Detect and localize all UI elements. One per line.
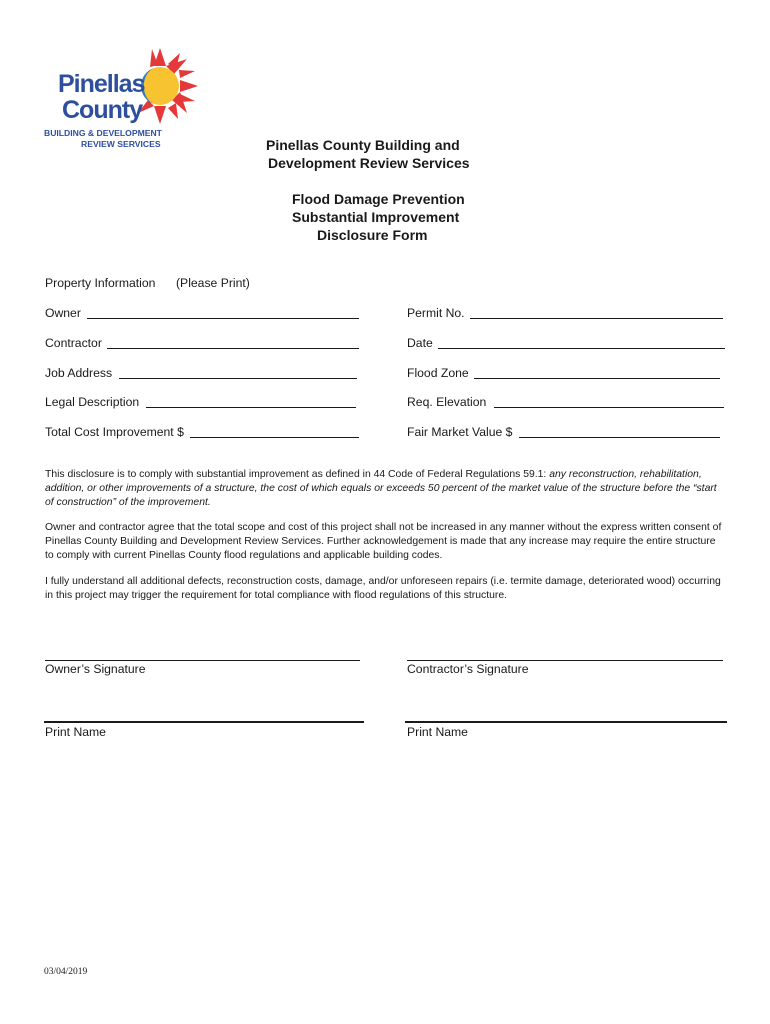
form-title-line2: Substantial Improvement — [292, 209, 460, 225]
property-info-heading: Property Information — [45, 276, 156, 290]
revision-date: 03/04/2019 — [44, 967, 88, 977]
job-address-field[interactable] — [119, 378, 357, 379]
owner-signature-line[interactable] — [45, 660, 360, 661]
contractor-field[interactable] — [107, 348, 359, 349]
date-label: Date — [407, 336, 433, 350]
date-field[interactable] — [438, 348, 725, 349]
owner-label: Owner — [45, 306, 81, 320]
contractor-label: Contractor — [45, 336, 102, 350]
owner-signature-label: Owner’s Signature — [45, 662, 146, 676]
permit-no-field[interactable] — [470, 318, 723, 319]
contractor-signature-label: Contractor’s Signature — [407, 662, 529, 676]
org-title-line2: Development Review Services — [268, 155, 470, 171]
owner-field[interactable] — [87, 318, 359, 319]
please-print-note: (Please Print) — [176, 276, 250, 290]
disclosure-paragraph — [45, 468, 725, 510]
agreement-paragraph: Owner and contractor agree that the total scope and cost of this project shall not be increased in any manner without the express written consent of Pinellas County Building and Development Review Services. Further acknowledgement is made that any increase may require the entire structure to comply with current Pinellas County flood regulations and applicable building codes. — [45, 522, 722, 561]
total-cost-field[interactable] — [190, 437, 359, 438]
job-address-label: Job Address — [45, 366, 113, 380]
owner-print-name-line[interactable] — [44, 721, 364, 723]
logo-subtitle-2: REVIEW SERVICES — [81, 139, 161, 149]
logo-word-pinellas: Pinellas — [58, 70, 145, 98]
fair-market-value-field[interactable] — [519, 437, 720, 438]
req-elevation-field[interactable] — [494, 407, 724, 408]
legal-description-field[interactable] — [146, 407, 356, 408]
flood-zone-label: Flood Zone — [407, 366, 469, 380]
legal-description-label: Legal Description — [45, 395, 140, 409]
logo-word-county: County — [62, 96, 143, 124]
disclosure-definition: any reconstruction, rehabilitation, addition, or other improvements of a structure, the cost of which equals or exceeds 50 percent of the market value of the structure before the “start of construction” of the improvement. — [45, 469, 717, 508]
acknowledgement-paragraph: I fully understand all additional defects, reconstruction costs, damage, and/or unforeseen repairs (i.e. termite damage, deteriorated wood) occurring in this project may trigger the requirement for total compliance with flood regulations of this structure. — [45, 576, 721, 601]
contractor-signature-line[interactable] — [407, 660, 723, 661]
org-title-line1: Pinellas County Building and — [266, 137, 460, 153]
req-elevation-label: Req. Elevation — [407, 395, 487, 409]
logo-subtitle-1: BUILDING & DEVELOPMENT — [44, 128, 162, 138]
disclosure-text: This disclosure is to comply with substantial improvement as defined in 44 Code of Federal Regulations 59.1: — [45, 469, 550, 480]
owner-print-name-label: Print Name — [45, 725, 106, 739]
contractor-print-name-label: Print Name — [407, 725, 468, 739]
contractor-print-name-line[interactable] — [405, 721, 727, 723]
flood-zone-field[interactable] — [474, 378, 720, 379]
permit-no-label: Permit No. — [407, 306, 465, 320]
form-title-line3: Disclosure Form — [317, 227, 428, 243]
fair-market-value-label: Fair Market Value $ — [407, 425, 513, 439]
county-logo — [34, 44, 204, 154]
form-title-line1: Flood Damage Prevention — [292, 191, 465, 207]
total-cost-label: Total Cost Improvement $ — [45, 425, 184, 439]
